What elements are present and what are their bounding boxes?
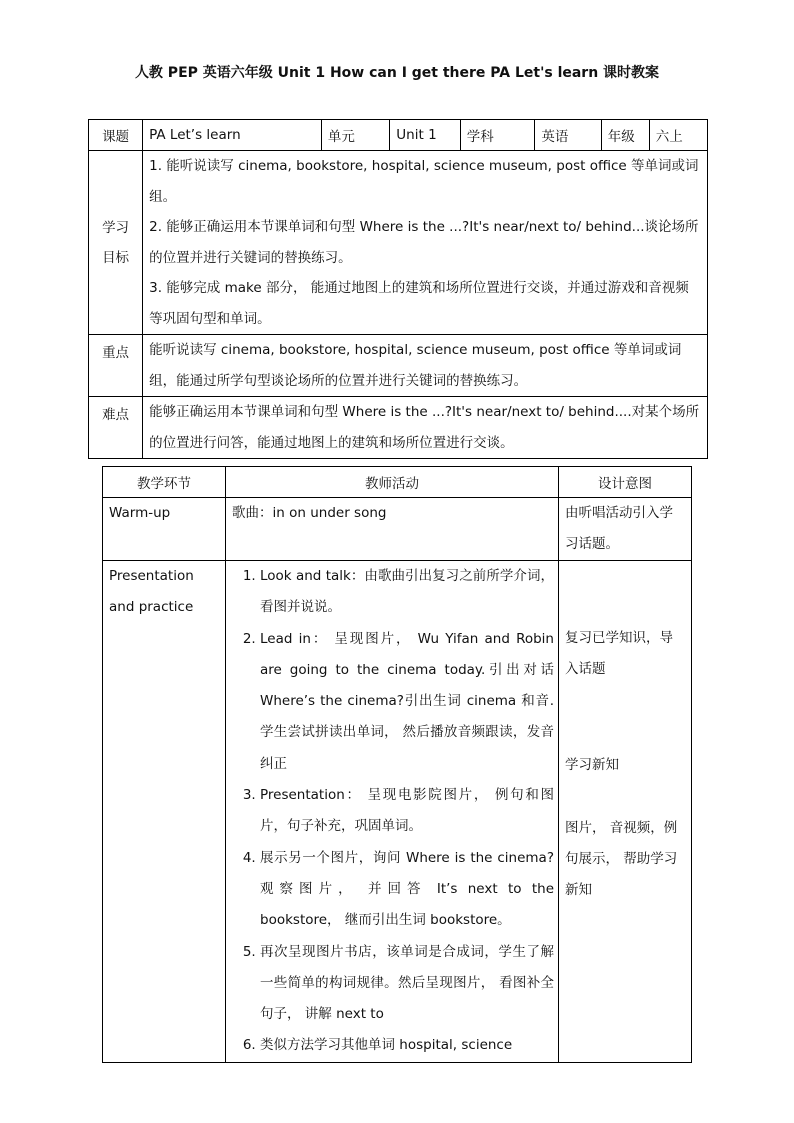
- grade-value: 六上: [649, 120, 707, 151]
- difficult-points-label: 难点: [89, 397, 143, 459]
- presentation-stage: [103, 561, 226, 1063]
- goals-row: [89, 151, 708, 335]
- warmup-row: [103, 498, 692, 561]
- presentation-stage-line-2: and practice: [109, 599, 194, 616]
- lesson-info-table: [88, 119, 708, 459]
- unit-value: Unit 1: [390, 120, 460, 151]
- goals-label-line-1: 学习: [102, 219, 130, 236]
- intent-new-knowledge: 学习新知: [565, 756, 619, 773]
- activity-steps-list: [232, 561, 554, 1062]
- warmup-stage: Warm-up: [103, 498, 226, 561]
- intent-media: 图片， 音视频，例句展示， 帮助学习新知: [565, 819, 678, 899]
- activity-step: 2. Lead in： 呈现图片， Wu Yifan and Robin are going to the cinema today.引出对话 Where’s the cinema?引出生词 cinema 和音.学生尝试拼读出单词， 然后播放音频跟读，发音纠正: [260, 624, 554, 780]
- info-row: [89, 120, 708, 151]
- topic-label: 课题: [89, 120, 143, 151]
- document-title: 人教 PEP 英语六年级 Unit 1 How can I get there PA Let's learn 课时教案: [134, 65, 660, 81]
- goals-label-line-2: 目标: [102, 249, 130, 266]
- presentation-row: [103, 561, 692, 1063]
- key-points-label: 重点: [89, 335, 143, 397]
- activity-step: 1. Look and talk：由歌曲引出复习之前所学介词， 看图并说说。: [260, 561, 554, 624]
- presentation-stage-line-1: Presentation: [109, 568, 194, 584]
- presentation-intent: [559, 561, 692, 1063]
- header-stage: 教学环节: [103, 467, 226, 498]
- teaching-process-table: [102, 466, 692, 1063]
- key-points-text: 能听说读写 cinema, bookstore, hospital, science museum, post office 等单词或词组，能通过所学句型谈论场所的位置并进行关键词的替换练习。: [143, 335, 708, 397]
- intent-review: 复习已学知识，导入话题: [565, 630, 673, 678]
- subject-label: 学科: [460, 120, 535, 151]
- goal-item: 2. 能够正确运用本节课单词和句型 Where is the ...?It's near/next to/ behind...谈论场所的位置并进行关键词的替换练习。: [149, 219, 699, 266]
- warmup-activity: 歌曲：in on under song: [226, 498, 559, 561]
- subject-value: 英语: [535, 120, 601, 151]
- activity-step: 5. 再次呈现图片书店，该单词是合成词，学生了解一些简单的构词规律。然后呈现图片， 看图补全句子， 讲解 next to: [260, 937, 554, 1031]
- activity-step: 4. 展示另一个图片，询问 Where is the cinema? 观察图片， 并回答 It’s next to the bookstore， 继而引出生词 bookstore。: [260, 843, 554, 937]
- activity-step: 3. Presentation： 呈现电影院图片， 例句和图片，句子补充，巩固单词。: [260, 780, 554, 843]
- difficult-points-row: [89, 397, 708, 459]
- header-intent: 设计意图: [559, 467, 692, 498]
- unit-label: 单元: [321, 120, 389, 151]
- grade-label: 年级: [601, 120, 649, 151]
- process-header-row: [103, 467, 692, 498]
- presentation-activity: [226, 561, 559, 1063]
- goals-label: [89, 151, 143, 335]
- header-activity: 教师活动: [226, 467, 559, 498]
- goal-item: 1. 能听说读写 cinema, bookstore, hospital, science museum, post office 等单词或词组。: [149, 158, 699, 205]
- warmup-intent: 由听唱活动引入学习话题。: [559, 498, 692, 561]
- topic-value: PA Let’s learn: [143, 120, 322, 151]
- goal-item: 3. 能够完成 make 部分， 能通过地图上的建筑和场所位置进行交谈，并通过游戏和音视频等巩固句型和单词。: [149, 280, 689, 327]
- key-points-row: [89, 335, 708, 397]
- goals-content: [143, 151, 708, 335]
- difficult-points-text: 能够正确运用本节课单词和句型 Where is the ...?It's near/next to/ behind....对某个场所的位置进行问答，能通过地图上的建筑和场所位置进行交谈。: [143, 397, 708, 459]
- activity-step: 6. 类似方法学习其他单词 hospital, science: [260, 1030, 554, 1061]
